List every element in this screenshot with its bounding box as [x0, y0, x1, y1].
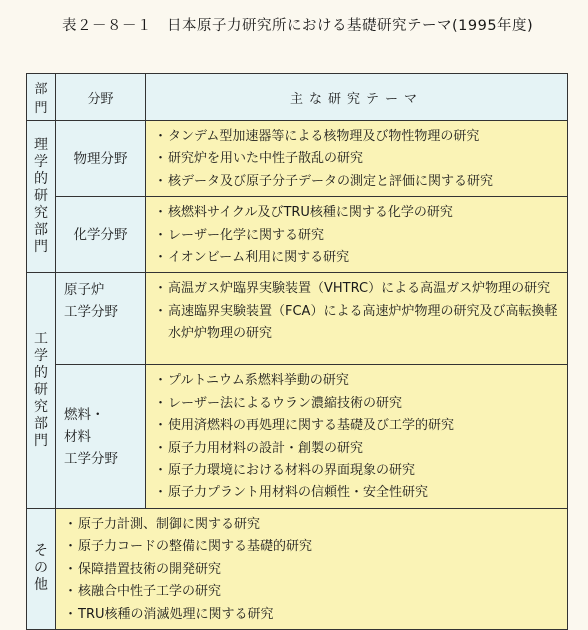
themes-physics: [146, 121, 568, 197]
field-fuel-material-eng: 燃料・ 材料 工学分野: [56, 365, 146, 508]
list-item: ・ TRU核種の消滅処理に関する研究: [64, 604, 559, 626]
list-item: ・ レーザー化学に関する研究: [154, 225, 559, 247]
list-item: ・ 保障措置技術の開発研究: [64, 559, 559, 581]
list-item: ・ イオンビーム利用に関する研究: [154, 247, 559, 269]
list-item: ・ プルトニウム系燃料挙動の研究: [154, 370, 559, 392]
field-chemistry: 化学分野: [56, 197, 146, 273]
header-theme: 主な研究テーマ: [146, 74, 568, 121]
list-item: ・ 使用済燃料の再処理に関する基礎及び工学的研究: [154, 415, 559, 437]
themes-other: [56, 508, 568, 629]
research-theme-table: [26, 73, 568, 630]
list-item: ・ 高速臨界実験装置（FCA）による高速炉炉物理の研究及び高転換軽水炉炉物理の研究: [154, 301, 559, 346]
table-row: [27, 273, 568, 365]
list-item: ・ 原子力用材料の設計・創製の研究: [154, 438, 559, 460]
list-item: ・ 核データ及び原子分子データの測定と評価に関する研究: [154, 171, 559, 193]
dept-engineering: 工学的研究部門: [27, 273, 56, 508]
themes-fuel-material-eng: [146, 365, 568, 508]
dept-other: その他: [27, 508, 56, 629]
themes-chemistry: [146, 197, 568, 273]
list-item: ・ 原子力環境における材料の界面現象の研究: [154, 460, 559, 482]
table-row: [27, 365, 568, 508]
list-item: ・ 核燃料サイクル及びTRU核種に関する化学の研究: [154, 202, 559, 224]
table-row: [27, 508, 568, 629]
field-physics: 物理分野: [56, 121, 146, 197]
dept-science: 理学的研究部門: [27, 121, 56, 273]
list-item: ・ 原子力コードの整備に関する基礎的研究: [64, 536, 559, 558]
header-field: 分野: [56, 74, 146, 121]
list-item: ・ タンデム型加速器等による核物理及び物性物理の研究: [154, 126, 559, 148]
table-row: [27, 121, 568, 197]
header-dept: 部門: [27, 74, 56, 121]
list-item: ・ 原子力プラント用材料の信頼性・安全性研究: [154, 482, 559, 504]
list-item: ・ 高温ガス炉臨界実験装置（VHTRC）による高温ガス炉物理の研究: [154, 278, 559, 300]
field-reactor-eng: 原子炉 工学分野: [56, 273, 146, 365]
list-item: ・ 研究炉を用いた中性子散乱の研究: [154, 148, 559, 170]
header-row: [27, 74, 568, 121]
list-item: ・ 原子力計測、制御に関する研究: [64, 514, 559, 536]
table-caption: 表２－８－１ 日本原子力研究所における基礎研究テーマ(1995年度): [62, 18, 534, 34]
table-row: [27, 197, 568, 273]
list-item: ・ 核融合中性子工学の研究: [64, 581, 559, 603]
themes-reactor-eng: [146, 273, 568, 365]
list-item: ・ レーザー法によるウラン濃縮技術の研究: [154, 393, 559, 415]
